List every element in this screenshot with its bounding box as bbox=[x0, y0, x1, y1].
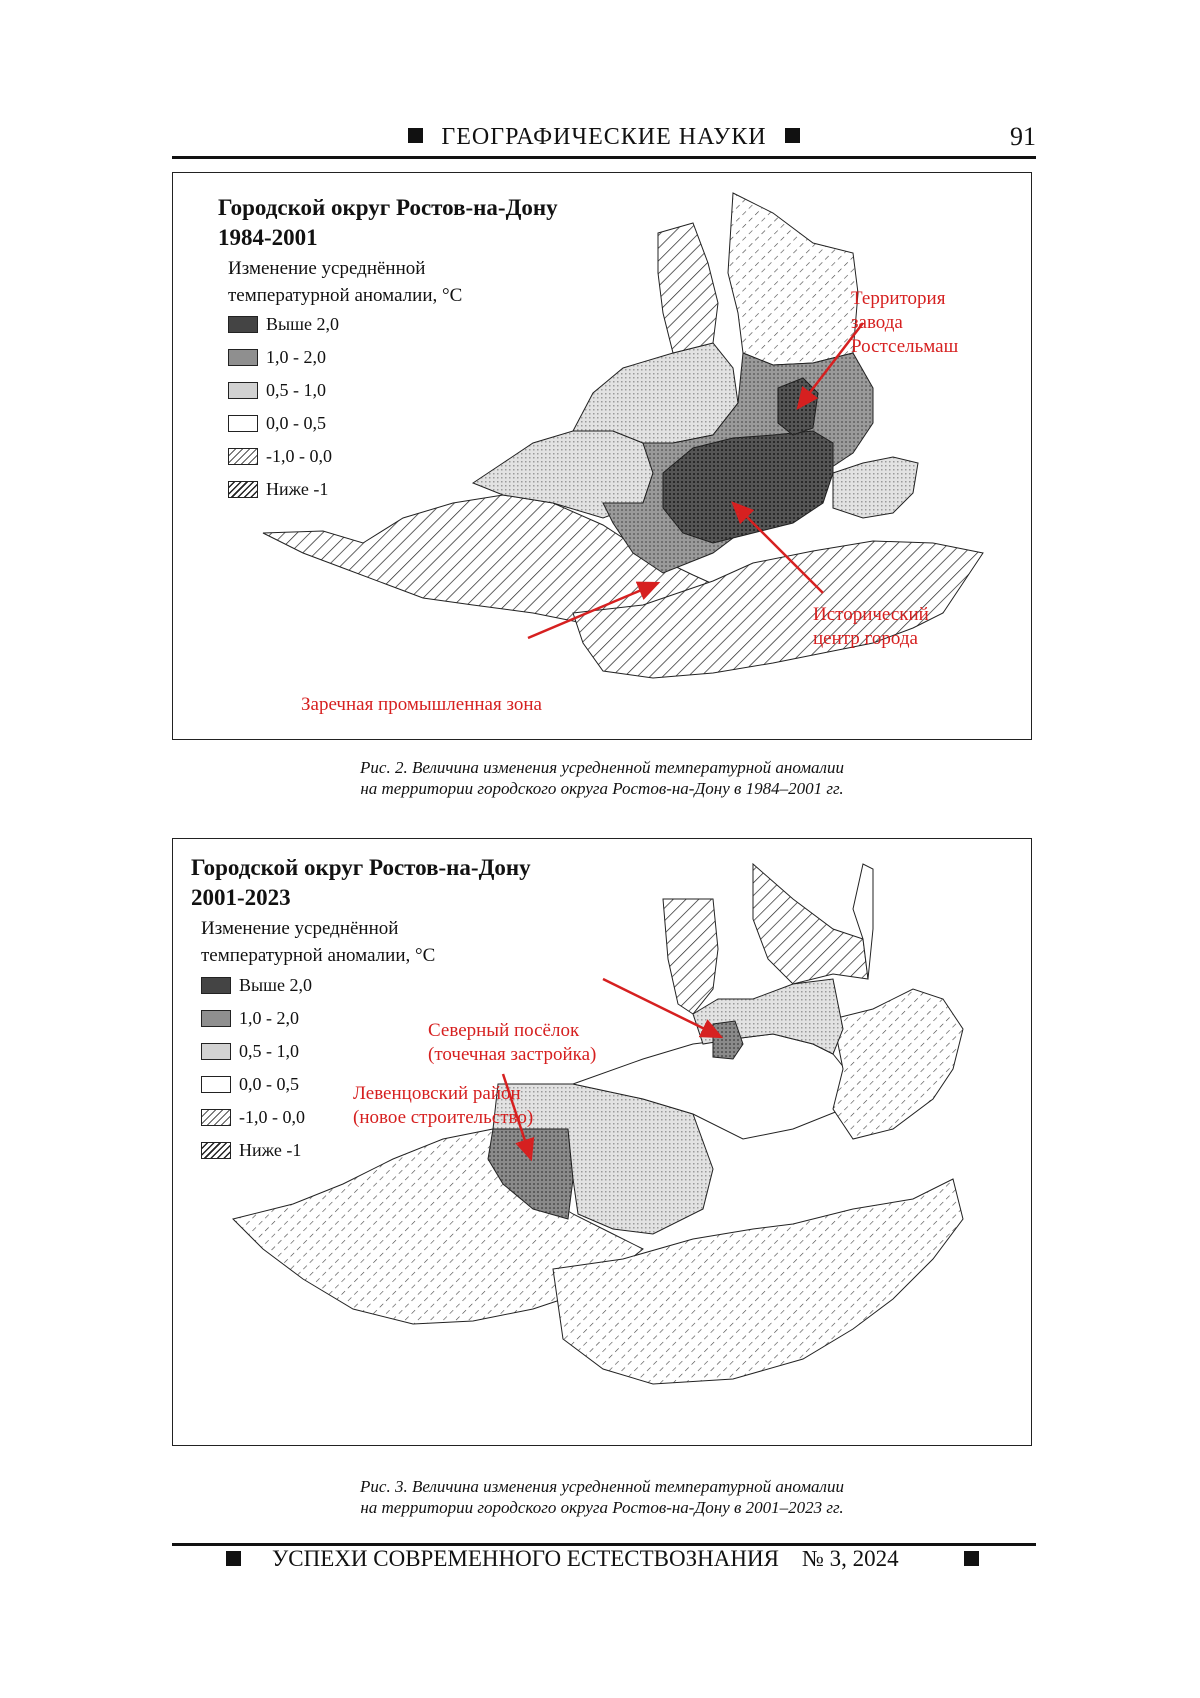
figure-1-caption: Рис. 2. Величина изменения усредненной температурной аномалии на территории городского округа Ростов-на-Дону в 1984–2001 гг. bbox=[360, 758, 844, 798]
header-square-left bbox=[408, 128, 423, 143]
page-number: 91 bbox=[1010, 122, 1036, 151]
district-ne-dashed bbox=[728, 193, 858, 365]
legend-swatch bbox=[201, 1142, 231, 1159]
figure-2-legend-title: Изменение усреднённой температурной аномалии, °С bbox=[201, 918, 436, 966]
figure-2-legend bbox=[201, 969, 312, 1167]
district-e-dashed bbox=[833, 989, 963, 1139]
legend-row: -1,0 - 0,0 bbox=[228, 440, 339, 473]
legend-row: Выше 2,0 bbox=[228, 308, 339, 341]
district-e-dotted bbox=[833, 457, 918, 518]
annotation-industrial-zone: Заречная промышленная зона bbox=[301, 694, 542, 715]
issue-number: № 3, 2024 bbox=[801, 1546, 899, 1571]
figure-1-map bbox=[172, 172, 1032, 740]
legend-swatch bbox=[228, 448, 258, 465]
footer-square-left bbox=[226, 1551, 241, 1566]
footer-square-right bbox=[964, 1551, 979, 1566]
header-rule bbox=[172, 156, 1036, 159]
legend-row: 0,0 - 0,5 bbox=[228, 407, 339, 440]
legend-row: Выше 2,0 bbox=[201, 969, 312, 1002]
annotation-rostselmash: Территория завода Ростсельмаш bbox=[851, 288, 959, 357]
figure-1-title: Городской округ Ростов-на-Дону 1984-2001 bbox=[218, 195, 558, 250]
legend-swatch bbox=[201, 1043, 231, 1060]
district-n-hatched bbox=[658, 223, 718, 353]
legend-row: 0,5 - 1,0 bbox=[201, 1035, 312, 1068]
header-square-right bbox=[785, 128, 800, 143]
legend-swatch bbox=[228, 481, 258, 498]
annotation-historic-center: Исторический центр города bbox=[813, 604, 929, 649]
figure-2-caption: Рис. 3. Величина изменения усредненной температурной аномалии на территории городского округа Ростов-на-Дону в 2001–2023 гг. bbox=[360, 1477, 844, 1517]
legend-row: 0,0 - 0,5 bbox=[201, 1068, 312, 1101]
figure-2-map bbox=[172, 838, 1032, 1446]
legend-row: 1,0 - 2,0 bbox=[228, 341, 339, 374]
figure-1-legend-title: Изменение усреднённой температурной аномалии, °С bbox=[228, 258, 463, 306]
legend-swatch bbox=[201, 1076, 231, 1093]
figure-1-legend bbox=[228, 308, 339, 506]
legend-swatch bbox=[228, 316, 258, 333]
section-title: ГЕОГРАФИЧЕСКИЕ НАУКИ bbox=[441, 124, 767, 150]
legend-row: 0,5 - 1,0 bbox=[228, 374, 339, 407]
journal-title: УСПЕХИ СОВРЕМЕННОГО ЕСТЕСТВОЗНАНИЯ bbox=[272, 1546, 779, 1571]
legend-swatch bbox=[201, 977, 231, 994]
page-header bbox=[172, 118, 1036, 156]
district-n-dotted bbox=[573, 343, 738, 443]
legend-row: Ниже -1 bbox=[228, 473, 339, 506]
district-ne-hatched bbox=[753, 864, 868, 984]
legend-swatch bbox=[201, 1109, 231, 1126]
legend-row: 1,0 - 2,0 bbox=[201, 1002, 312, 1035]
figure-2-title: Городской округ Ростов-на-Дону 2001-2023 bbox=[191, 855, 531, 910]
page-footer bbox=[172, 1546, 1036, 1580]
annotation-levencovsky: Левенцовский район (новое строительство) bbox=[353, 1083, 534, 1128]
district-n-hatched bbox=[663, 899, 718, 1014]
legend-row: -1,0 - 0,0 bbox=[201, 1101, 312, 1134]
legend-swatch bbox=[228, 349, 258, 366]
legend-row: Ниже -1 bbox=[201, 1134, 312, 1167]
legend-swatch bbox=[228, 382, 258, 399]
legend-swatch bbox=[201, 1010, 231, 1027]
annotation-north-settlement: Северный посёлок (точечная застройка) bbox=[428, 1020, 597, 1065]
legend-swatch bbox=[228, 415, 258, 432]
